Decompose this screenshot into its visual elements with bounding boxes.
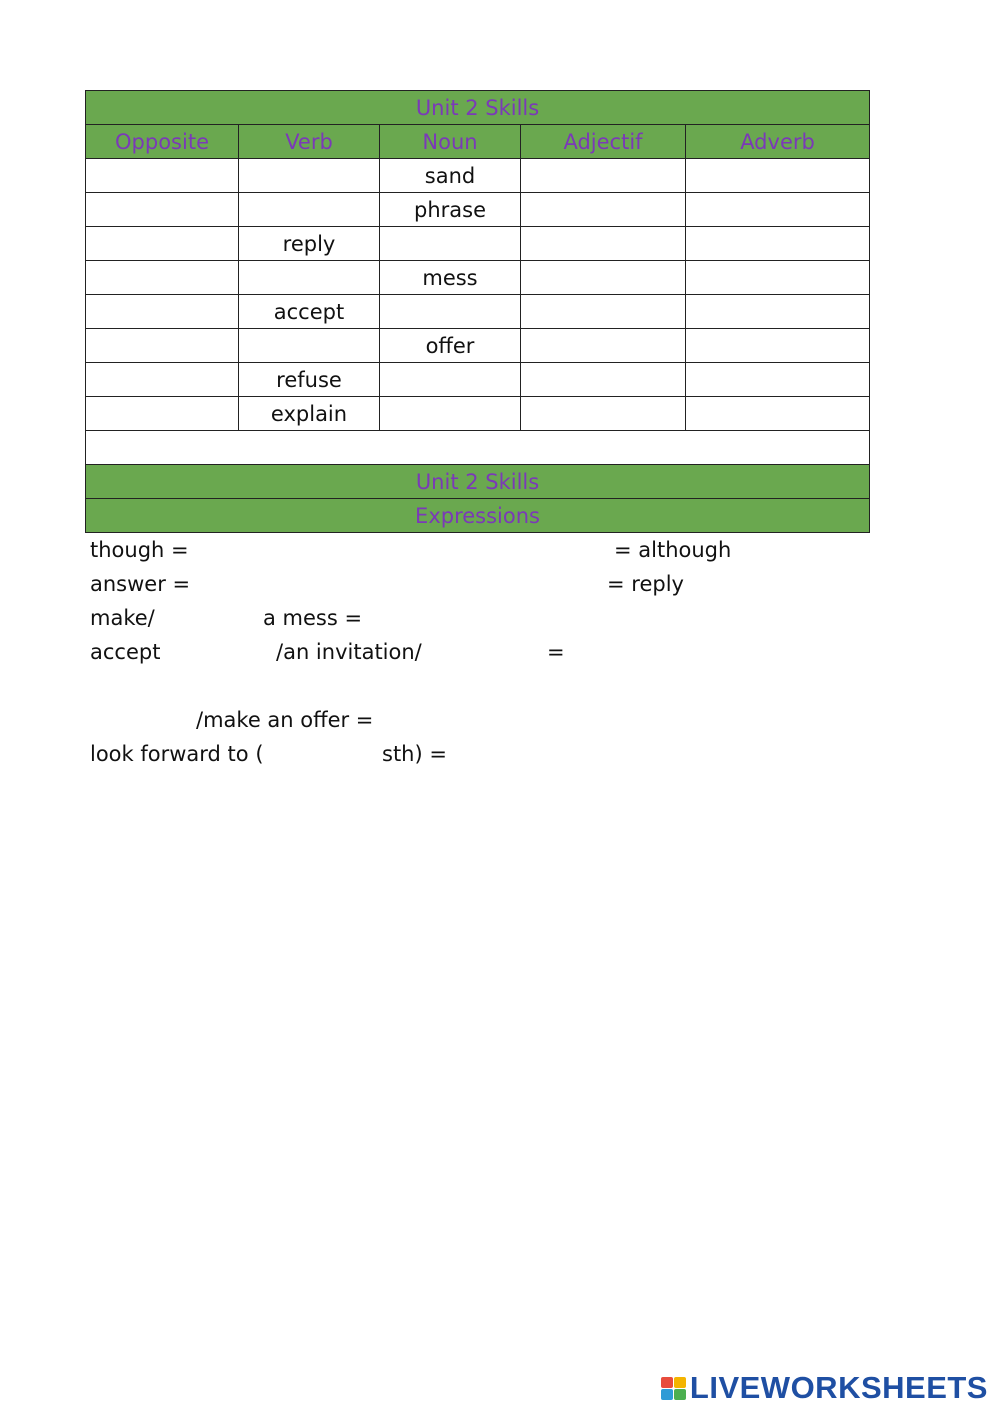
- table-row: [86, 193, 870, 227]
- table-cell: [521, 193, 686, 227]
- table-cell: [239, 329, 380, 363]
- table-cell: [686, 159, 870, 193]
- table-row: [86, 397, 870, 431]
- table-cell: [521, 159, 686, 193]
- header-opposite: Opposite: [86, 125, 239, 159]
- expression-text: /make an offer =: [196, 708, 374, 732]
- table-cell: [86, 329, 239, 363]
- expression-text: /an invitation/: [276, 640, 422, 664]
- table-cell: [380, 295, 521, 329]
- table-cell: accept: [239, 295, 380, 329]
- second-table-title: Unit 2 Skills: [86, 465, 870, 499]
- table-cell: mess: [380, 261, 521, 295]
- table-cell: [86, 397, 239, 431]
- table-row: [86, 329, 870, 363]
- table-cell: [521, 227, 686, 261]
- table-cell: [86, 295, 239, 329]
- expression-text: though =: [90, 538, 189, 562]
- logo-square: [674, 1377, 686, 1388]
- table-row: [86, 227, 870, 261]
- worksheet: [85, 90, 869, 766]
- expression-text: look forward to (: [90, 742, 264, 766]
- table-row: [86, 261, 870, 295]
- logo-square: [661, 1389, 673, 1400]
- table-cell: [686, 261, 870, 295]
- table-cell: [686, 397, 870, 431]
- expressions-title: Expressions: [86, 499, 870, 533]
- table-cell: [521, 363, 686, 397]
- table-cell: [380, 397, 521, 431]
- table-cell: [86, 193, 239, 227]
- header-verb: Verb: [239, 125, 380, 159]
- table-cell: [686, 227, 870, 261]
- table-row: [86, 295, 870, 329]
- expression-text: make/: [90, 606, 155, 630]
- table-cell: offer: [380, 329, 521, 363]
- expression-text: = although: [614, 538, 732, 562]
- table-cell: reply: [239, 227, 380, 261]
- column-headers: [86, 125, 870, 159]
- table-cell: [380, 363, 521, 397]
- header-adjectif: Adjectif: [521, 125, 686, 159]
- table-row: [86, 363, 870, 397]
- table-cell: [686, 295, 870, 329]
- expression-text: =: [547, 640, 565, 664]
- table-cell: phrase: [380, 193, 521, 227]
- header-adverb: Adverb: [686, 125, 870, 159]
- header-noun: Noun: [380, 125, 521, 159]
- table-cell: [521, 397, 686, 431]
- table-cell: [380, 227, 521, 261]
- table-cell: sand: [380, 159, 521, 193]
- logo-mark-icon: [661, 1377, 686, 1400]
- expression-text: a mess =: [263, 606, 363, 630]
- table-cell: [239, 193, 380, 227]
- table-cell: [86, 227, 239, 261]
- spacer-cell: [86, 431, 870, 465]
- table-row: [86, 159, 870, 193]
- spacer-row: [86, 431, 870, 465]
- logo-square: [674, 1389, 686, 1400]
- logo-square: [661, 1377, 673, 1388]
- expression-text: = reply: [607, 572, 684, 596]
- table-body: [86, 159, 870, 431]
- expression-text: answer =: [90, 572, 191, 596]
- expression-text: sth) =: [382, 742, 447, 766]
- table-cell: [521, 295, 686, 329]
- table-cell: [521, 329, 686, 363]
- table-cell: explain: [239, 397, 380, 431]
- table-cell: [86, 159, 239, 193]
- expression-text: accept: [90, 640, 161, 664]
- table-cell: refuse: [239, 363, 380, 397]
- logo-text: LIVEWORKSHEETS: [689, 1370, 988, 1405]
- table-cell: [686, 363, 870, 397]
- table-cell: [521, 261, 686, 295]
- liveworksheets-logo[interactable]: [661, 1370, 988, 1406]
- table-cell: [239, 159, 380, 193]
- table-cell: [686, 193, 870, 227]
- table-cell: [686, 329, 870, 363]
- vocabulary-table: [85, 90, 870, 533]
- table-cell: [239, 261, 380, 295]
- table-cell: [86, 261, 239, 295]
- table-cell: [86, 363, 239, 397]
- table-title: Unit 2 Skills: [86, 91, 870, 125]
